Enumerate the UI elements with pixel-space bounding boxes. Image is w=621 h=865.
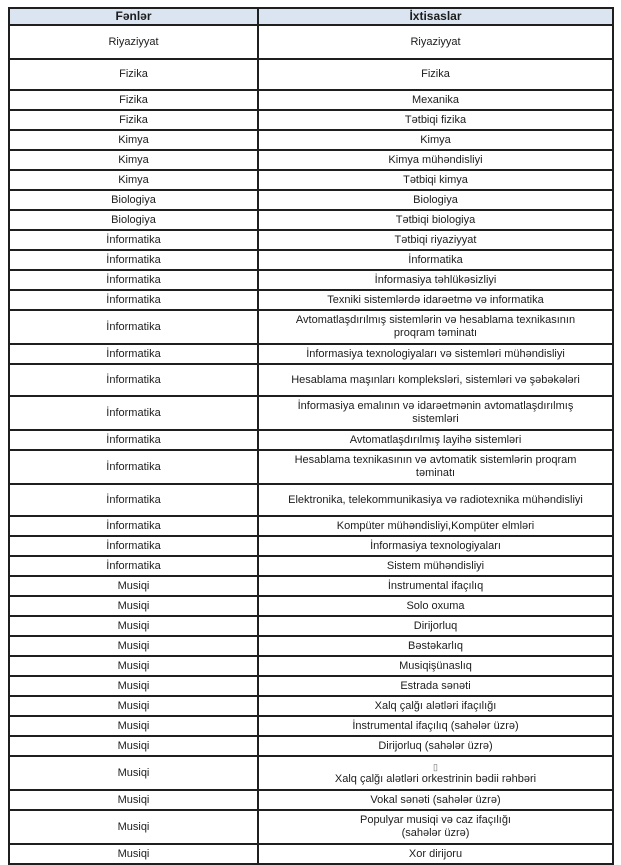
cell-line: İnformasiya təhlükəsizliyi [374, 273, 497, 286]
fen-cell: Fizika [9, 90, 258, 110]
table-row [9, 396, 613, 430]
fen-cell: Fizika [9, 110, 258, 130]
cell-line: Mexanika [411, 93, 460, 106]
cell-line: İnformatika [408, 253, 463, 266]
fen-cell: Biologiya [9, 190, 258, 210]
table-row [9, 790, 613, 810]
table-row [9, 59, 613, 90]
table-row [9, 25, 613, 59]
cell-line: təminatı [415, 467, 456, 479]
fen-cell: Musiqi [9, 736, 258, 756]
table-row [9, 364, 613, 396]
fen-cell: İnformatika [9, 450, 258, 484]
ixtisas-cell [258, 310, 613, 344]
ixtisas-cell [258, 25, 613, 59]
cell-line: Avtomatlaşdırılmış layihə sistemləri [349, 433, 522, 446]
ixtisas-cell [258, 344, 613, 364]
fen-cell: İnformatika [9, 270, 258, 290]
table-row [9, 556, 613, 576]
ixtisas-cell [258, 270, 613, 290]
column-header-fenler: Fənlər [9, 8, 258, 25]
cell-line: sistemləri [412, 413, 459, 425]
ixtisas-cell [258, 190, 613, 210]
ixtisas-cell [258, 170, 613, 190]
fen-cell: Kimya [9, 150, 258, 170]
cell-line: Hesablama texnikasının və avtomatik sistemlərin proqram [294, 454, 577, 466]
fen-cell: Musiqi [9, 596, 258, 616]
fen-cell: İnformatika [9, 364, 258, 396]
fen-cell: İnformatika [9, 230, 258, 250]
fen-cell: Musiqi [9, 616, 258, 636]
ixtisas-cell [258, 364, 613, 396]
table-row [9, 310, 613, 344]
cell-line: İnformasiya texnologiyaları və sistemləri mühəndisliyi [306, 347, 565, 360]
cell-line: Fizika [421, 68, 450, 80]
fen-cell: Musiqi [9, 810, 258, 844]
cell-line: Avtomatlaşdırılmış sistemlərin və hesablama texnikasının [295, 314, 576, 326]
fen-cell: Musiqi [9, 576, 258, 596]
table-body [9, 25, 613, 864]
ixtisas-cell [258, 536, 613, 556]
fen-cell: Musiqi [9, 756, 258, 790]
fen-cell: İnformatika [9, 536, 258, 556]
ixtisas-cell [258, 450, 613, 484]
cell-line: Kimya [420, 133, 451, 146]
cell-line: Bəstəkarlıq [407, 639, 464, 652]
ixtisas-cell [258, 250, 613, 270]
ixtisas-cell [258, 616, 613, 636]
ixtisas-cell [258, 59, 613, 90]
ixtisas-cell [258, 716, 613, 736]
cell-line: Riyaziyyat [410, 35, 461, 48]
fen-cell: İnformatika [9, 290, 258, 310]
table-row [9, 716, 613, 736]
table-row [9, 536, 613, 556]
ixtisas-cell [258, 676, 613, 696]
fen-cell: İnformatika [9, 310, 258, 344]
cell-line: Tətbiqi biologiya [395, 213, 476, 226]
cell-line: Tətbiqi riyaziyyat [394, 233, 477, 246]
ixtisas-cell [258, 556, 613, 576]
table-row [9, 696, 613, 716]
table-row [9, 450, 613, 484]
fen-cell: Kimya [9, 130, 258, 150]
missing-glyph-box: ▯ [433, 761, 438, 772]
cell-line: Xalq çalğı alətləri orkestrinin bədii rəhbəri [334, 772, 537, 785]
cell-line: Estrada sənəti [400, 679, 471, 692]
cell-line: Musiqişünaslıq [399, 659, 472, 672]
table-row [9, 736, 613, 756]
cell-line: Tətbiqi fizika [404, 113, 467, 126]
cell-line: Tətbiqi kimya [403, 173, 468, 186]
table-row [9, 150, 613, 170]
cell-line: Kompüter mühəndisliyi,Kompüter elmləri [336, 519, 535, 532]
ixtisas-cell [258, 484, 613, 516]
ixtisas-cell [258, 656, 613, 676]
cell-line: Kimya mühəndisliyi [388, 153, 483, 166]
table-row [9, 844, 613, 864]
table-row [9, 616, 613, 636]
table-row [9, 110, 613, 130]
cell-line: İnformasiya emalının və idarəetmənin avtomatlaşdırılmış [297, 400, 574, 412]
ixtisas-cell [258, 516, 613, 536]
ixtisas-cell [258, 790, 613, 810]
table-row [9, 210, 613, 230]
table-row [9, 130, 613, 150]
table-row [9, 636, 613, 656]
ixtisas-cell [258, 290, 613, 310]
cell-line: İnformasiya texnologiyaları [370, 539, 501, 552]
cell-line: Xor dirijoru [408, 847, 463, 860]
fen-cell: İnformatika [9, 516, 258, 536]
ixtisas-cell [258, 696, 613, 716]
cell-line: İnstrumental ifaçılıq [387, 579, 484, 592]
ixtisas-cell [258, 736, 613, 756]
table-row [9, 250, 613, 270]
table-row [9, 230, 613, 250]
table-row [9, 596, 613, 616]
subjects-specializations-table [8, 7, 614, 865]
table-row [9, 576, 613, 596]
fen-cell: Musiqi [9, 696, 258, 716]
cell-line: Sistem mühəndisliyi [386, 559, 485, 572]
cell-line: İnstrumental ifaçılıq (sahələr üzrə) [352, 719, 519, 732]
table-row [9, 484, 613, 516]
cell-line: Biologiya [413, 193, 458, 206]
ixtisas-cell [258, 230, 613, 250]
fen-cell: Biologiya [9, 210, 258, 230]
table-row [9, 516, 613, 536]
ixtisas-cell [258, 576, 613, 596]
cell-line: Hesablama maşınları kompleksləri, sistemləri və şəbəkələri [291, 373, 580, 386]
table-header-row [9, 8, 613, 25]
ixtisas-cell [258, 90, 613, 110]
cell-line: Dirijorluq [413, 619, 458, 632]
fen-cell: Musiqi [9, 676, 258, 696]
cell-line: Dirijorluq (sahələr üzrə) [378, 739, 493, 752]
table-row [9, 656, 613, 676]
fen-cell: İnformatika [9, 430, 258, 450]
cell-line: proqram təminatı [393, 327, 478, 339]
ixtisas-cell [258, 110, 613, 130]
cell-line: Solo oxuma [406, 599, 465, 612]
table-row [9, 270, 613, 290]
fen-cell: Riyaziyyat [9, 25, 258, 59]
table-row [9, 676, 613, 696]
table-row [9, 90, 613, 110]
fen-cell: Musiqi [9, 656, 258, 676]
ixtisas-cell [258, 430, 613, 450]
ixtisas-cell [258, 210, 613, 230]
cell-line: (sahələr üzrə) [401, 827, 470, 839]
fen-cell: İnformatika [9, 556, 258, 576]
fen-cell: İnformatika [9, 484, 258, 516]
table-row [9, 810, 613, 844]
ixtisas-cell [258, 756, 613, 790]
cell-line: Elektronika, telekommunikasiya və radiotexnika mühəndisliyi [288, 493, 583, 506]
fen-cell: Fizika [9, 59, 258, 90]
table-row [9, 430, 613, 450]
fen-cell: Musiqi [9, 790, 258, 810]
cell-line: Xalq çalğı alətləri ifaçılığı [374, 699, 497, 712]
cell-line: Populyar musiqi və caz ifaçılığı [359, 814, 511, 826]
cell-line: Vokal sənəti (sahələr üzrə) [370, 793, 501, 806]
ixtisas-cell [258, 396, 613, 430]
ixtisas-cell [258, 636, 613, 656]
fen-cell: Musiqi [9, 716, 258, 736]
fen-cell: İnformatika [9, 250, 258, 270]
table-row [9, 290, 613, 310]
cell-line: Texniki sistemlərdə idarəetmə və informatika [327, 293, 544, 306]
ixtisas-cell [258, 596, 613, 616]
fen-cell: Kimya [9, 170, 258, 190]
fen-cell: İnformatika [9, 344, 258, 364]
ixtisas-cell [258, 810, 613, 844]
table-row [9, 756, 613, 790]
column-header-ixtisaslar: İxtisaslar [258, 8, 613, 25]
ixtisas-cell [258, 150, 613, 170]
ixtisas-cell [258, 130, 613, 150]
table-row [9, 190, 613, 210]
fen-cell: Musiqi [9, 636, 258, 656]
table-row [9, 170, 613, 190]
fen-cell: İnformatika [9, 396, 258, 430]
table-row [9, 344, 613, 364]
fen-cell: Musiqi [9, 844, 258, 864]
ixtisas-cell [258, 844, 613, 864]
